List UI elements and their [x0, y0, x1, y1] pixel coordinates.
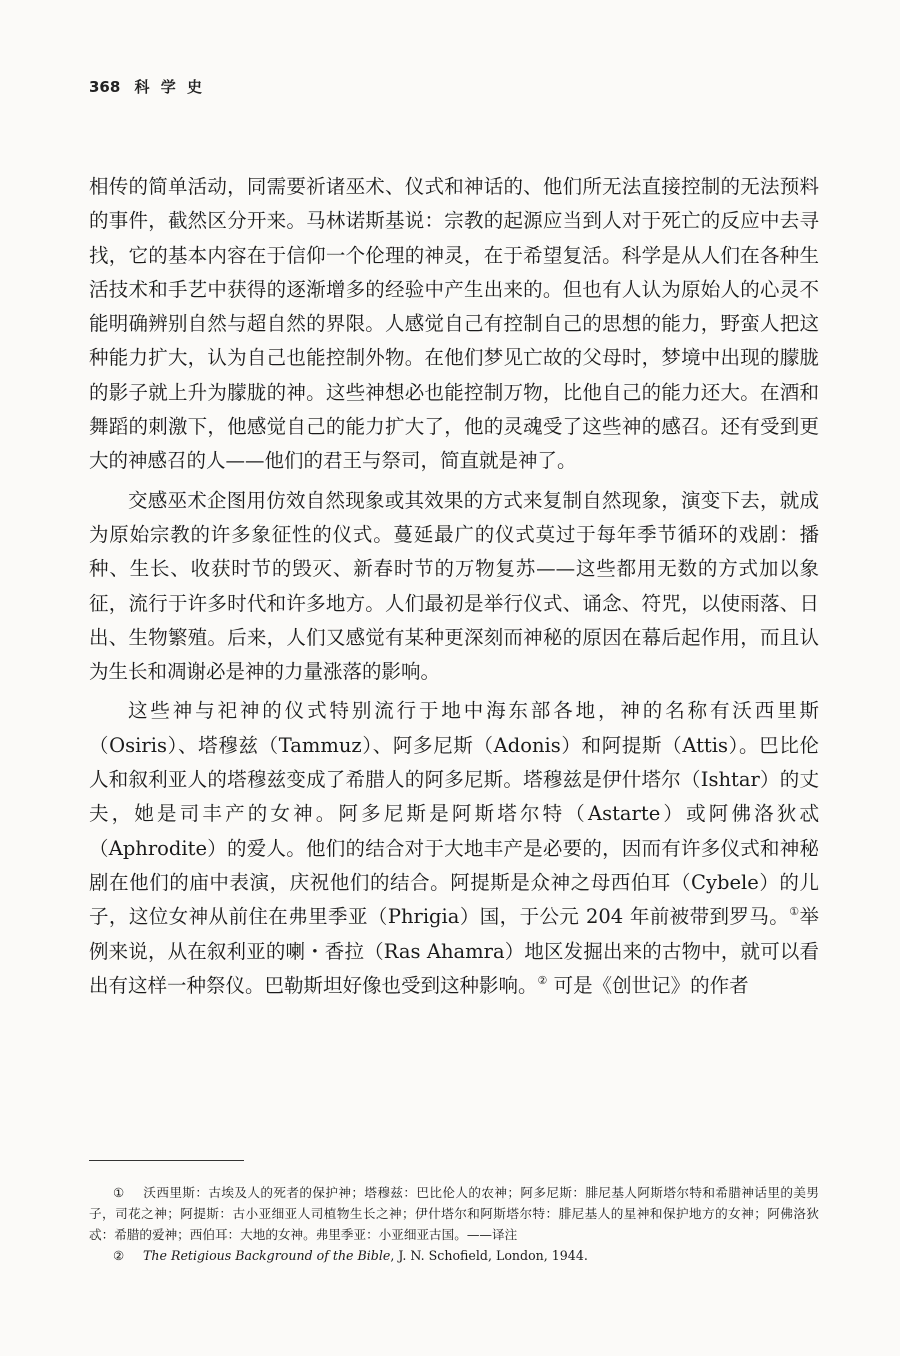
running-header: [89, 76, 205, 97]
running-title: 科 学 史: [134, 78, 205, 96]
paragraph-text: 交感巫术企图用仿效自然现象或其效果的方式来复制自然现象，演变下去，就成为原始宗教的许多象征性的仪式。蔓延最广的仪式莫过于每年季节循环的戏剧：播种、生长、收获时节的毁灭、新春时节的万物复苏——这些都用无数的方式加以象征，流行于许多时代和许多地方。人们最初是举行仪式、诵念、符咒，以使雨落、日出、生物繁殖。后来，人们又感觉有某种更深刻而神秘的原因在幕后起作用，而且认为生长和凋谢必是神的力量涨落的影响。: [89, 488, 819, 684]
paragraph-text: 这些神与祀神的仪式特别流行于地中海东部各地，神的名称有沃西里斯（Osiris）、塔穆兹（Tammuz）、阿多尼斯（Adonis）和阿提斯（Attis）。巴比伦人和叙利亚人的塔穆兹变成了希腊人的阿多尼斯。塔穆兹是伊什塔尔（Ishtar）的丈夫，她是司丰产的女神。阿多尼斯是阿斯塔尔特（Astarte）或阿佛洛狄忒（Aphrodite）的爱人。他们的结合对于大地丰产是必要的，因而有许多仪式和神秘剧在他们的庙中表演，庆祝他们的结合。阿提斯是众神之母西伯耳（Cybele）的儿子，这位女神从前住在弗里季亚（Phrigia）国，于公元 204 年前被带到罗马。: [89, 699, 819, 929]
footnote-1: [89, 1182, 819, 1245]
paragraph: [89, 694, 819, 1003]
footnote-book-title: The Retigious Background of the Bible: [143, 1248, 391, 1263]
footnote-mark: ①: [113, 1185, 125, 1200]
paragraph: [89, 484, 819, 690]
page-number: 368: [89, 78, 121, 96]
paragraph: [89, 170, 819, 479]
footnotes: [89, 1182, 819, 1266]
paragraph-text: 相传的简单活动，同需要祈诸巫术、仪式和神话的、他们所无法直接控制的无法预料的事件，截然区分开来。马林诺斯基说：宗教的起源应当到人对于死亡的反应中去寻找，它的基本内容在于信仰一个伦理的神灵，在于希望复活。科学是从人们在各种生活技术和手艺中获得的逐渐增多的经验中产生出来的。但也有人认为原始人的心灵不能明确辨别自然与超自然的界限。人感觉自己有控制自己的思想的能力，野蛮人把这种能力扩大，认为自己也能控制外物。在他们梦见亡故的父母时，梦境中出现的朦胧的影子就上升为朦胧的神。这些神想必也能控制万物，比他自己的能力还大。在酒和舞蹈的刺激下，他感觉自己的能力扩大了，他的灵魂受了这些神的感召。还有受到更大的神感召的人——他们的君王与祭司，简直就是神了。: [89, 175, 819, 473]
main-text: [89, 170, 819, 1008]
paragraph-text: 举例来说，从在叙利亚的喇・香拉（Ras Ahamra）地区发掘出来的古物中，就可以看出有这样一种祭仪。巴勒斯坦好像也受到这种影响。: [89, 905, 819, 997]
footnote-2: [89, 1245, 819, 1266]
footnote-text: , J. N. Schofield, London, 1944.: [390, 1248, 588, 1263]
footnote-mark: ②: [113, 1248, 125, 1263]
footnote-ref-2[interactable]: ②: [537, 973, 548, 987]
paragraph-text: 可是《创世记》的作者: [547, 973, 749, 997]
footnote-ref-1[interactable]: ①: [789, 905, 800, 919]
footnote-text: 沃西里斯：古埃及人的死者的保护神；塔穆兹：巴比伦人的农神；阿多尼斯：腓尼基人阿斯塔尔特和希腊神话里的美男子，司花之神；阿提斯：古小亚细亚人司植物生长之神；伊什塔尔和阿斯塔尔特：腓尼基人的星神和保护地方的女神；阿佛洛狄忒：希腊的爱神；西伯耳：大地的女神。弗里季亚：小亚细亚古国。——译注: [89, 1185, 819, 1242]
footnote-divider: [89, 1160, 244, 1161]
